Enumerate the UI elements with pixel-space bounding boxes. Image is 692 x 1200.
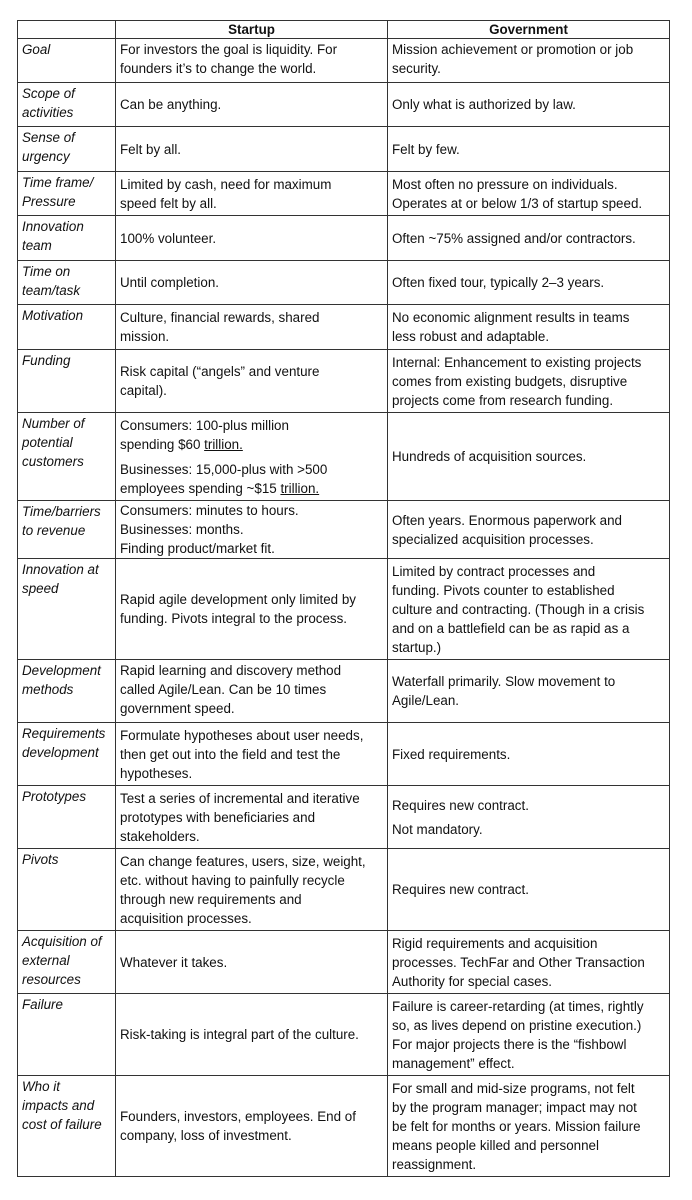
row-label: Motivation — [18, 305, 116, 350]
row-urgency — [18, 127, 670, 172]
government-cell: Fixed requirements. — [388, 723, 670, 786]
government-cell: Internal: Enhancement to existing projects comes from existing budgets, disruptive projects come from research funding. — [388, 350, 670, 413]
startup-cell: Test a series of incremental and iterative prototypes with beneficiaries and stakeholders. — [116, 786, 388, 849]
row-innovation-team — [18, 216, 670, 261]
startup-cell — [116, 413, 388, 501]
row-label: Failure — [18, 994, 116, 1076]
row-time-frame — [18, 172, 670, 216]
row-label: Prototypes — [18, 786, 116, 849]
row-requirements — [18, 723, 670, 786]
startup-cell: Risk capital (“angels” and venture capital). — [116, 350, 388, 413]
government-cell: No economic alignment results in teams less robust and adaptable. — [388, 305, 670, 350]
government-cell: Failure is career-retarding (at times, rightly so, as lives depend on pristine execution.) For major projects there is the “fishbowl management” effect. — [388, 994, 670, 1076]
row-time-on-team — [18, 261, 670, 305]
row-label: Time/barriers to revenue — [18, 501, 116, 559]
government-cell: Rigid requirements and acquisition processes. TechFar and Other Transaction Authority for special cases. — [388, 931, 670, 994]
startup-cell: Can be anything. — [116, 83, 388, 127]
header-blank — [18, 21, 116, 39]
government-cell: Felt by few. — [388, 127, 670, 172]
row-motivation — [18, 305, 670, 350]
startup-cell: Can change features, users, size, weight, etc. without having to painfully recycle through new requirements and acquisition processes. — [116, 849, 388, 931]
prototypes-gov-line-2: Not mandatory. — [392, 821, 483, 837]
government-cell — [388, 786, 670, 849]
row-label: Pivots — [18, 849, 116, 931]
consumers-spending: spending $60 — [120, 436, 205, 452]
government-cell: Only what is authorized by law. — [388, 83, 670, 127]
businesses-spending: employees spending ~$15 — [120, 480, 281, 496]
startup-cell: For investors the goal is liquidity. For founders it’s to change the world. — [116, 39, 388, 83]
row-label: Innovation at speed — [18, 559, 116, 660]
row-label: Acquisition of external resources — [18, 931, 116, 994]
government-cell: Often fixed tour, typically 2–3 years. — [388, 261, 670, 305]
consumers-line-2 — [120, 435, 383, 454]
row-label: Requirements development — [18, 723, 116, 786]
startup-vs-government-table — [17, 20, 670, 1177]
government-cell: Limited by contract processes and funding. Pivots counter to established culture and contracting. (Though in a crisis and on a battlefield can be as rapid as a startup.) — [388, 559, 670, 660]
header-startup: Startup — [116, 21, 388, 39]
header-row — [18, 21, 670, 39]
row-label: Funding — [18, 350, 116, 413]
businesses-trillion: trillion. — [280, 480, 320, 496]
row-acquisition — [18, 931, 670, 994]
row-label: Who it impacts and cost of failure — [18, 1076, 116, 1177]
government-cell: Requires new contract. — [388, 849, 670, 931]
prototypes-gov-line-1: Requires new contract. — [392, 797, 529, 813]
startup-cell: Culture, financial rewards, shared mission. — [116, 305, 388, 350]
row-customers — [18, 413, 670, 501]
businesses-line-2 — [120, 479, 383, 498]
startup-cell: 100% volunteer. — [116, 216, 388, 261]
startup-cell: Founders, investors, employees. End of company, loss of investment. — [116, 1076, 388, 1177]
row-label: Development methods — [18, 660, 116, 723]
row-label: Innovation team — [18, 216, 116, 261]
startup-cell: Risk-taking is integral part of the culture. — [116, 994, 388, 1076]
startup-cell: Whatever it takes. — [116, 931, 388, 994]
row-label: Time on team/task — [18, 261, 116, 305]
government-cell: Often years. Enormous paperwork and specialized acquisition processes. — [388, 501, 670, 559]
startup-cell: Until completion. — [116, 261, 388, 305]
row-failure — [18, 994, 670, 1076]
row-label: Number of potential customers — [18, 413, 116, 501]
government-cell: Most often no pressure on individuals. Operates at or below 1/3 of startup speed. — [388, 172, 670, 216]
government-cell: Often ~75% assigned and/or contractors. — [388, 216, 670, 261]
government-cell: Waterfall primarily. Slow movement to Agile/Lean. — [388, 660, 670, 723]
header-government: Government — [388, 21, 670, 39]
row-time-to-revenue — [18, 501, 670, 559]
row-development-methods — [18, 660, 670, 723]
startup-cell: Limited by cash, need for maximum speed felt by all. — [116, 172, 388, 216]
startup-cell: Formulate hypotheses about user needs, then get out into the field and test the hypotheses. — [116, 723, 388, 786]
row-label: Sense of urgency — [18, 127, 116, 172]
row-prototypes — [18, 786, 670, 849]
row-impact — [18, 1076, 670, 1177]
row-goal — [18, 39, 670, 83]
row-label: Goal — [18, 39, 116, 83]
row-funding — [18, 350, 670, 413]
comparison-table-container — [17, 20, 670, 1177]
government-cell: Mission achievement or promotion or job security. — [388, 39, 670, 83]
consumers-trillion: trillion. — [204, 436, 243, 452]
consumers-line-1: Consumers: 100-plus million — [120, 417, 289, 433]
businesses-line-1: Businesses: 15,000-plus with >500 — [120, 461, 328, 477]
startup-cell: Rapid agile development only limited by funding. Pivots integral to the process. — [116, 559, 388, 660]
row-innovation-speed — [18, 559, 670, 660]
government-cell: For small and mid-size programs, not felt by the program manager; impact may not be felt for months or years. Mission failure means people killed and personnel reassignment. — [388, 1076, 670, 1177]
row-scope — [18, 83, 670, 127]
row-label: Scope of activities — [18, 83, 116, 127]
startup-cell: Consumers: minutes to hours. Businesses: months. Finding product/market fit. — [116, 501, 388, 559]
row-pivots — [18, 849, 670, 931]
startup-cell: Felt by all. — [116, 127, 388, 172]
government-cell: Hundreds of acquisition sources. — [388, 413, 670, 501]
row-label: Time frame/ Pressure — [18, 172, 116, 216]
startup-cell: Rapid learning and discovery method called Agile/Lean. Can be 10 times government speed. — [116, 660, 388, 723]
